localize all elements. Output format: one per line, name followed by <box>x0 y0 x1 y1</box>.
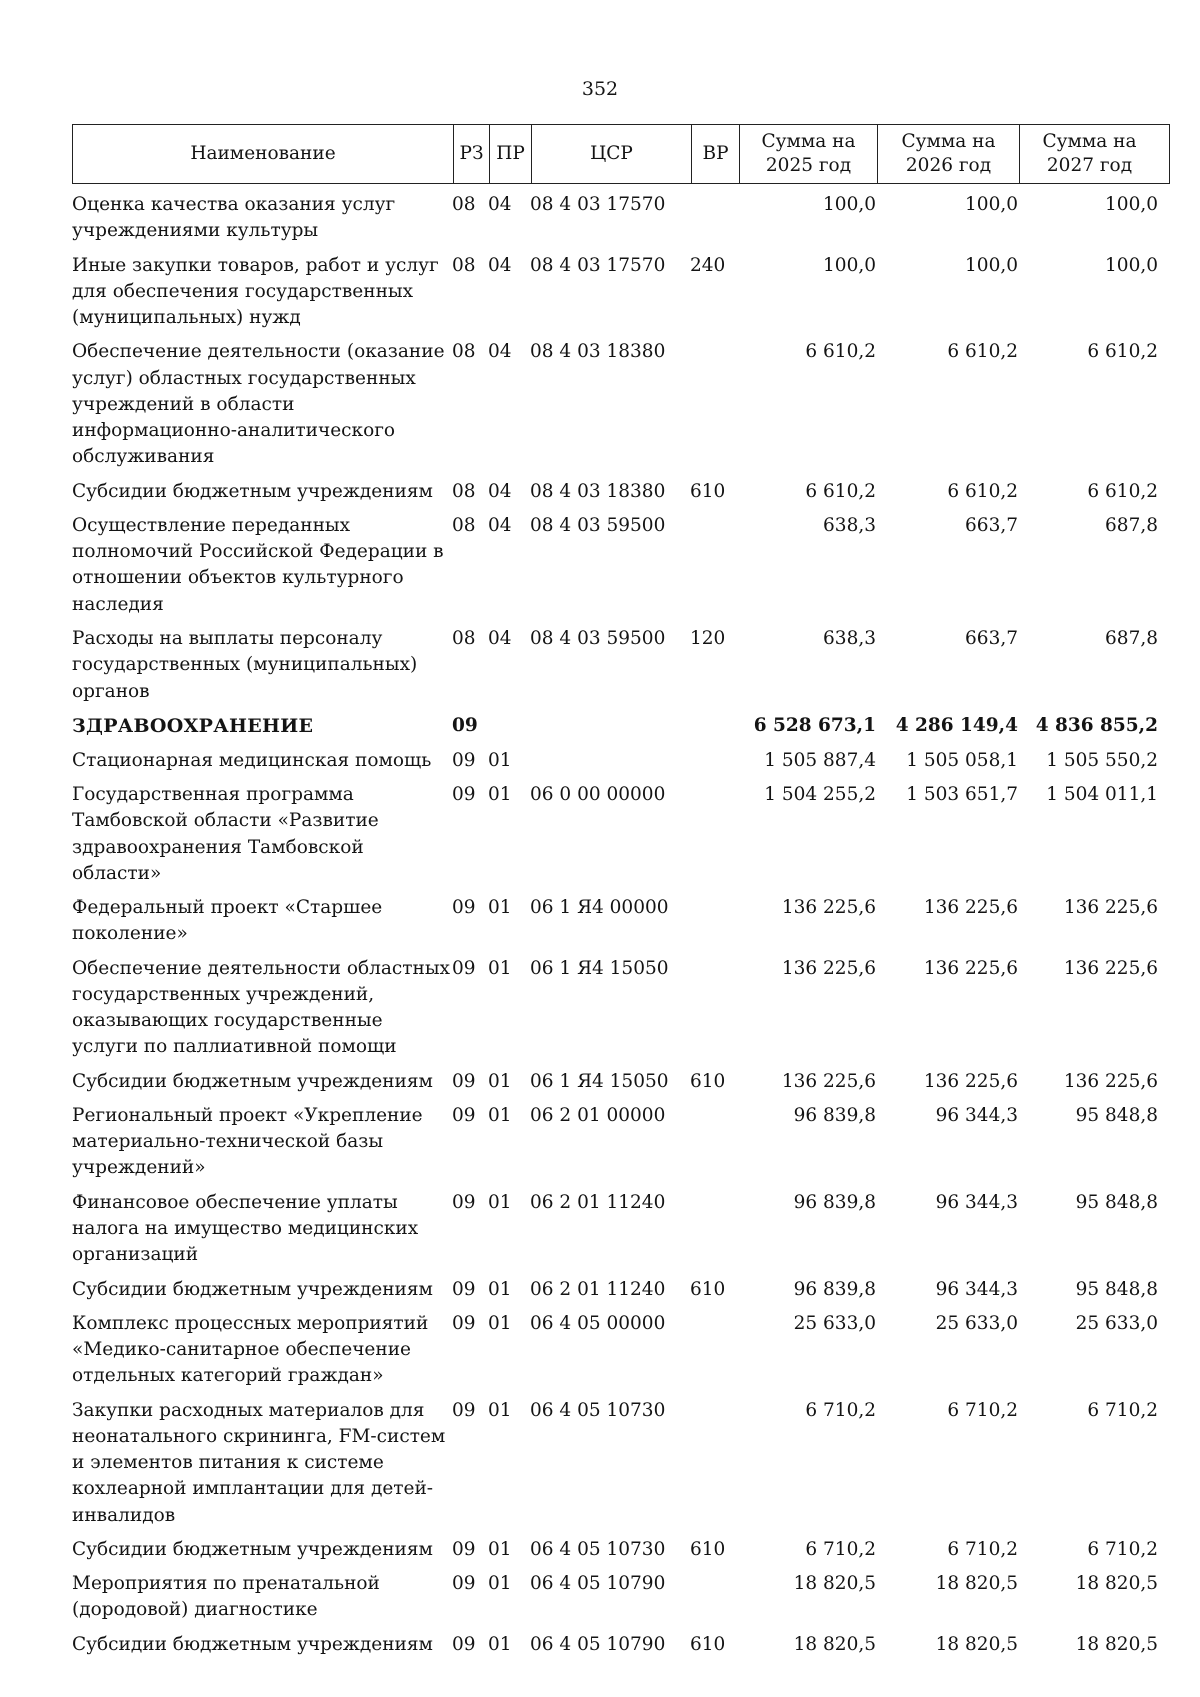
cell-name: ЗДРАВООХРАНЕНИЕ <box>72 714 314 737</box>
cell-csr: 06 1 Я4 15050 <box>530 957 669 979</box>
cell-sum-2027: 136 225,6 <box>1063 897 1158 919</box>
cell-rz: 09 <box>452 784 476 806</box>
cell-name: Иные закупки товаров, работ и услуг для обеспечения государственных (муниципальных) нужд <box>72 254 439 329</box>
cell-sum-2027: 95 848,8 <box>1075 1278 1158 1300</box>
cell-sum-2025: 136 225,6 <box>781 957 876 979</box>
cell-sum-2025: 1 505 887,4 <box>764 749 876 771</box>
cell-csr: 08 4 03 18380 <box>530 480 666 502</box>
cell-pr: 04 <box>488 194 512 215</box>
cell-pr: 01 <box>488 1633 512 1655</box>
cell-rz: 09 <box>452 1538 476 1560</box>
cell-sum-2027: 4 836 855,2 <box>1035 714 1158 736</box>
cell-sum-2025: 136 225,6 <box>781 1070 876 1092</box>
cell-name: Государственная программа Тамбовской области «Развитие здравоохранения Тамбовской области» <box>72 784 379 884</box>
table-row <box>72 1398 1170 1529</box>
table-row <box>72 748 1170 774</box>
cell-pr: 01 <box>488 1538 512 1560</box>
cell-sum-2026: 1 503 651,7 <box>906 784 1018 806</box>
cell-name: Оценка качества оказания услуг учреждениями культуры <box>72 194 396 242</box>
cell-sum-2027: 136 225,6 <box>1063 1070 1158 1092</box>
cell-rz: 09 <box>452 714 478 736</box>
header-vr: ВР <box>691 125 739 183</box>
cell-sum-2025: 25 633,0 <box>793 1312 876 1334</box>
cell-sum-2027: 100,0 <box>1105 254 1158 276</box>
table-row <box>72 1190 1170 1269</box>
table-row <box>72 1537 1170 1563</box>
cell-csr: 08 4 03 18380 <box>530 341 666 363</box>
cell-csr: 08 4 03 59500 <box>530 627 666 649</box>
section-row <box>72 713 1170 740</box>
cell-rz: 09 <box>452 1104 476 1126</box>
cell-sum-2026: 6 610,2 <box>947 341 1018 363</box>
cell-sum-2027: 100,0 <box>1105 194 1158 215</box>
cell-sum-2025: 638,3 <box>823 514 876 536</box>
cell-pr: 01 <box>488 957 512 979</box>
cell-name: Обеспечение деятельности областных государственных учреждений, оказывающих государственные услуги по паллиативной помощи <box>72 957 450 1058</box>
cell-name: Финансовое обеспечение уплаты налога на имущество медицинских организаций <box>72 1191 419 1266</box>
cell-sum-2027: 6 710,2 <box>1087 1538 1158 1560</box>
table-row <box>72 895 1170 948</box>
table-row <box>72 1069 1170 1095</box>
cell-csr: 06 1 Я4 15050 <box>530 1070 669 1092</box>
cell-sum-2026: 18 820,5 <box>935 1633 1018 1655</box>
cell-sum-2027: 1 504 011,1 <box>1046 784 1158 806</box>
cell-sum-2025: 96 839,8 <box>793 1191 876 1213</box>
cell-sum-2026: 96 344,3 <box>935 1104 1018 1126</box>
cell-csr: 06 4 05 10790 <box>530 1633 666 1655</box>
cell-sum-2025: 18 820,5 <box>793 1573 876 1595</box>
cell-sum-2026: 136 225,6 <box>923 1070 1018 1092</box>
cell-pr: 01 <box>488 1104 512 1126</box>
cell-name: Обеспечение деятельности (оказание услуг) областных государственных учреждений в области информационно-аналитического обслуживания <box>72 341 445 468</box>
cell-rz: 09 <box>452 897 476 919</box>
cell-sum-2026: 136 225,6 <box>923 897 1018 919</box>
cell-name: Субсидии бюджетным учреждениям <box>72 1538 433 1560</box>
cell-name: Субсидии бюджетным учреждениям <box>72 1070 433 1092</box>
cell-name: Региональный проект «Укрепление материально-технической базы учреждений» <box>72 1104 423 1179</box>
table-row <box>72 479 1170 505</box>
cell-vr: 120 <box>690 627 726 649</box>
cell-csr: 06 2 01 11240 <box>530 1191 666 1213</box>
cell-name: Осуществление переданных полномочий Российской Федерации в отношении объектов культурного наследия <box>72 514 444 615</box>
cell-sum-2025: 100,0 <box>823 194 876 215</box>
cell-sum-2026: 4 286 149,4 <box>895 714 1018 736</box>
cell-sum-2025: 18 820,5 <box>793 1633 876 1655</box>
cell-rz: 09 <box>452 1278 476 1300</box>
cell-pr: 01 <box>488 749 512 771</box>
cell-csr: 06 1 Я4 00000 <box>530 897 669 919</box>
cell-sum-2025: 6 610,2 <box>805 341 876 363</box>
cell-csr: 06 4 05 10730 <box>530 1538 666 1560</box>
cell-sum-2027: 6 710,2 <box>1087 1399 1158 1421</box>
cell-csr: 06 2 01 11240 <box>530 1278 666 1300</box>
cell-sum-2025: 1 504 255,2 <box>764 784 876 806</box>
cell-sum-2026: 663,7 <box>965 627 1018 649</box>
cell-rz: 09 <box>452 1070 476 1092</box>
cell-name: Субсидии бюджетным учреждениям <box>72 1633 433 1655</box>
cell-rz: 09 <box>452 1573 476 1595</box>
cell-csr: 08 4 03 59500 <box>530 514 666 536</box>
cell-rz: 09 <box>452 1312 476 1334</box>
cell-pr: 04 <box>488 254 512 276</box>
header-sum-2027: Сумма на 2027 год <box>1019 125 1159 183</box>
cell-csr: 06 0 00 00000 <box>530 784 666 806</box>
cell-sum-2026: 1 505 058,1 <box>906 749 1018 771</box>
table-row <box>72 626 1170 705</box>
cell-vr: 610 <box>690 1633 726 1655</box>
table-header <box>72 124 1170 184</box>
cell-name: Федеральный проект «Старшее поколение» <box>72 897 383 945</box>
table-row <box>72 253 1170 332</box>
cell-pr: 01 <box>488 1573 512 1595</box>
cell-rz: 09 <box>452 957 476 979</box>
cell-sum-2027: 6 610,2 <box>1087 341 1158 363</box>
cell-name: Стационарная медицинская помощь <box>72 749 432 771</box>
cell-csr: 08 4 03 17570 <box>530 254 666 276</box>
cell-sum-2027: 687,8 <box>1105 627 1158 649</box>
cell-sum-2026: 6 610,2 <box>947 480 1018 502</box>
cell-name: Мероприятия по пренатальной (дородовой) диагностике <box>72 1573 380 1621</box>
header-sum-2025: Сумма на 2025 год <box>739 125 877 183</box>
cell-rz: 08 <box>452 194 476 215</box>
table-row <box>72 1632 1170 1658</box>
cell-sum-2026: 100,0 <box>965 194 1018 215</box>
cell-pr: 01 <box>488 1399 512 1421</box>
cell-csr: 08 4 03 17570 <box>530 194 666 215</box>
cell-name: Субсидии бюджетным учреждениям <box>72 480 433 502</box>
cell-vr: 240 <box>690 254 726 276</box>
cell-pr: 04 <box>488 341 512 363</box>
cell-rz: 09 <box>452 1633 476 1655</box>
cell-pr: 01 <box>488 1191 512 1213</box>
cell-rz: 08 <box>452 341 476 363</box>
header-csr: ЦСР <box>531 125 691 183</box>
cell-csr: 06 2 01 00000 <box>530 1104 666 1126</box>
cell-rz: 09 <box>452 1399 476 1421</box>
cell-sum-2025: 6 710,2 <box>805 1399 876 1421</box>
cell-pr: 01 <box>488 897 512 919</box>
table-row <box>72 1571 1170 1624</box>
cell-sum-2025: 100,0 <box>823 254 876 276</box>
cell-name: Расходы на выплаты персоналу государственных (муниципальных) органов <box>72 627 418 702</box>
cell-sum-2027: 136 225,6 <box>1063 957 1158 979</box>
cell-sum-2027: 25 633,0 <box>1075 1312 1158 1334</box>
cell-sum-2027: 687,8 <box>1105 514 1158 536</box>
cell-pr: 01 <box>488 1312 512 1334</box>
cell-sum-2027: 95 848,8 <box>1075 1104 1158 1126</box>
cell-sum-2026: 96 344,3 <box>935 1278 1018 1300</box>
cell-sum-2025: 6 528 673,1 <box>753 714 876 736</box>
cell-rz: 08 <box>452 514 476 536</box>
cell-sum-2025: 96 839,8 <box>793 1104 876 1126</box>
header-pr: ПР <box>489 125 531 183</box>
table-row <box>72 192 1170 245</box>
cell-vr: 610 <box>690 1278 726 1300</box>
table-row <box>72 1311 1170 1390</box>
cell-pr: 01 <box>488 1070 512 1092</box>
cell-rz: 08 <box>452 627 476 649</box>
cell-sum-2025: 136 225,6 <box>781 897 876 919</box>
cell-sum-2025: 96 839,8 <box>793 1278 876 1300</box>
cell-sum-2025: 6 710,2 <box>805 1538 876 1560</box>
header-rz: РЗ <box>453 125 489 183</box>
table-row <box>72 956 1170 1061</box>
cell-pr: 01 <box>488 1278 512 1300</box>
cell-sum-2025: 638,3 <box>823 627 876 649</box>
cell-sum-2026: 663,7 <box>965 514 1018 536</box>
cell-sum-2027: 1 505 550,2 <box>1046 749 1158 771</box>
cell-rz: 09 <box>452 749 476 771</box>
page-number: 352 <box>581 78 619 100</box>
cell-sum-2027: 6 610,2 <box>1087 480 1158 502</box>
cell-rz: 08 <box>452 254 476 276</box>
cell-sum-2026: 96 344,3 <box>935 1191 1018 1213</box>
cell-sum-2025: 6 610,2 <box>805 480 876 502</box>
cell-rz: 08 <box>452 480 476 502</box>
cell-sum-2026: 6 710,2 <box>947 1399 1018 1421</box>
cell-pr: 04 <box>488 627 512 649</box>
table-row <box>72 1103 1170 1182</box>
cell-sum-2026: 136 225,6 <box>923 957 1018 979</box>
table-row <box>72 513 1170 618</box>
budget-table <box>72 124 1170 1658</box>
cell-name: Комплекс процессных мероприятий «Медико-санитарное обеспечение отдельных категорий граждан» <box>72 1312 429 1387</box>
cell-pr: 01 <box>488 784 512 806</box>
table-body <box>72 192 1170 1658</box>
cell-csr: 06 4 05 00000 <box>530 1312 666 1334</box>
table-row <box>72 1277 1170 1303</box>
cell-name: Субсидии бюджетным учреждениям <box>72 1278 433 1300</box>
cell-csr: 06 4 05 10790 <box>530 1573 666 1595</box>
header-sum-2026: Сумма на 2026 год <box>877 125 1019 183</box>
cell-vr: 610 <box>690 480 726 502</box>
cell-name: Закупки расходных материалов для неонатального скрининга, FM-систем и элементов питания к системе кохлеарной имплантации для детей-инвалидов <box>72 1399 446 1526</box>
table-row <box>72 782 1170 887</box>
cell-sum-2026: 6 710,2 <box>947 1538 1018 1560</box>
cell-sum-2026: 25 633,0 <box>935 1312 1018 1334</box>
cell-sum-2027: 18 820,5 <box>1075 1633 1158 1655</box>
cell-pr: 04 <box>488 480 512 502</box>
header-name: Наименование <box>190 142 336 164</box>
cell-sum-2027: 18 820,5 <box>1075 1573 1158 1595</box>
cell-pr: 04 <box>488 514 512 536</box>
cell-vr: 610 <box>690 1070 726 1092</box>
cell-csr: 06 4 05 10730 <box>530 1399 666 1421</box>
cell-vr: 610 <box>690 1538 726 1560</box>
table-row <box>72 339 1170 470</box>
cell-sum-2027: 95 848,8 <box>1075 1191 1158 1213</box>
cell-rz: 09 <box>452 1191 476 1213</box>
cell-sum-2026: 18 820,5 <box>935 1573 1018 1595</box>
cell-sum-2026: 100,0 <box>965 254 1018 276</box>
